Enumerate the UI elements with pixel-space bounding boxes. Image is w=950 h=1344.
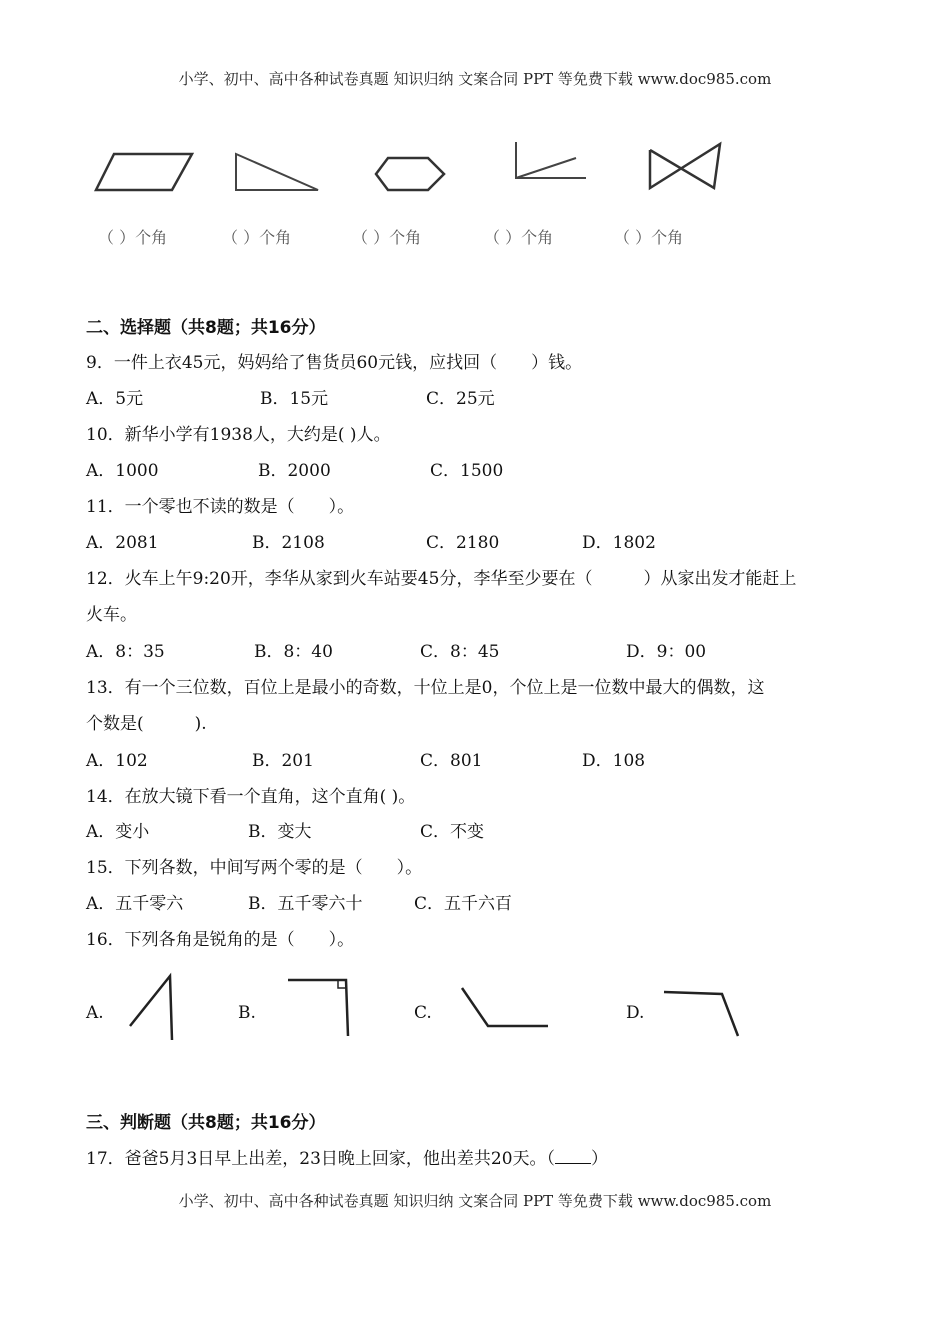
question-17-close: ）	[591, 1149, 609, 1169]
q13-option-a[interactable]: A．102	[86, 751, 148, 771]
q11-option-b[interactable]: B．2108	[252, 533, 325, 553]
q15-option-c[interactable]: C．五千六百	[414, 894, 513, 914]
question-13-line-2: 个数是( ).	[86, 714, 207, 734]
q15-option-a[interactable]: A．五千零六	[86, 894, 184, 914]
q16-angle-b-icon	[284, 974, 354, 1040]
hexagon-shape	[372, 154, 450, 196]
question-12-line-1: 12．火车上午9:20开，李华从家到火车站要45分，李华至少要在（ ）从家出发才能赶上	[86, 569, 797, 589]
question-14: 14．在放大镜下看一个直角，这个直角( )。	[86, 787, 416, 807]
shape-blank-4: （ ）个角	[484, 228, 554, 247]
q16-option-c[interactable]: C.	[414, 1003, 432, 1023]
q16-option-a[interactable]: A.	[86, 1003, 104, 1023]
q16-option-b[interactable]: B.	[238, 1003, 256, 1023]
angle-pair-shape	[510, 140, 592, 184]
parallelogram-shape	[92, 150, 196, 194]
q9-option-b[interactable]: B．15元	[260, 389, 329, 409]
question-9: 9．一件上衣45元，妈妈给了售货员60元钱，应找回（ ）钱。	[86, 353, 583, 373]
section-title-judgment: 三、判断题（共8题；共16分）	[86, 1113, 326, 1133]
triangle-shape	[232, 150, 324, 194]
q12-option-b[interactable]: B．8：40	[254, 642, 333, 662]
q11-option-a[interactable]: A．2081	[86, 533, 159, 553]
bowtie-shape	[646, 140, 726, 192]
question-11: 11．一个零也不读的数是（ ）。	[86, 497, 355, 517]
q13-option-d[interactable]: D．108	[582, 751, 646, 771]
q15-option-b[interactable]: B．五千零六十	[248, 894, 363, 914]
q16-angle-d-icon	[660, 984, 742, 1040]
question-17	[86, 1148, 608, 1170]
q13-option-c[interactable]: C．801	[420, 751, 483, 771]
shape-blank-2: （ ）个角	[222, 228, 292, 247]
q14-option-b[interactable]: B．变大	[248, 822, 312, 842]
answer-blank[interactable]	[555, 1149, 591, 1164]
question-13-line-1: 13．有一个三位数，百位上是最小的奇数，十位上是0，个位上是一位数中最大的偶数，这	[86, 678, 765, 698]
q14-option-c[interactable]: C．不变	[420, 822, 485, 842]
shape-blank-5: （ ）个角	[614, 228, 684, 247]
q14-option-a[interactable]: A．变小	[86, 822, 150, 842]
q16-option-d[interactable]: D.	[626, 1003, 645, 1023]
q9-option-c[interactable]: C．25元	[426, 389, 495, 409]
question-12-line-2: 火车。	[86, 605, 137, 625]
question-15: 15．下列各数，中间写两个零的是（ ）。	[86, 858, 423, 878]
q12-option-c[interactable]: C．8：45	[420, 642, 500, 662]
q16-angle-c-icon	[456, 984, 552, 1032]
q9-option-a[interactable]: A．5元	[86, 389, 144, 409]
q12-option-d[interactable]: D．9：00	[626, 642, 707, 662]
q11-option-d[interactable]: D．1802	[582, 533, 656, 553]
question-16: 16．下列各角是锐角的是（ ）。	[86, 930, 355, 950]
q10-option-b[interactable]: B．2000	[258, 461, 331, 481]
q12-option-a[interactable]: A．8：35	[86, 642, 165, 662]
q11-option-c[interactable]: C．2180	[426, 533, 500, 553]
q10-option-c[interactable]: C．1500	[430, 461, 504, 481]
q16-angle-a-icon	[124, 970, 180, 1044]
q13-option-b[interactable]: B．201	[252, 751, 314, 771]
section-title-choice: 二、选择题（共8题；共16分）	[86, 318, 326, 338]
page-header: 小学、初中、高中各种试卷真题 知识归纳 文案合同 PPT 等免费下载 www.doc985.com	[178, 70, 772, 88]
q10-option-a[interactable]: A．1000	[86, 461, 159, 481]
question-10: 10．新华小学有1938人，大约是( )人。	[86, 425, 391, 445]
shape-blank-1: （ ）个角	[98, 228, 168, 247]
shape-blank-3: （ ）个角	[352, 228, 422, 247]
question-17-text: 17．爸爸5月3日早上出差，23日晚上回家，他出差共20天。（	[86, 1149, 556, 1169]
page-footer: 小学、初中、高中各种试卷真题 知识归纳 文案合同 PPT 等免费下载 www.doc985.com	[178, 1192, 772, 1210]
